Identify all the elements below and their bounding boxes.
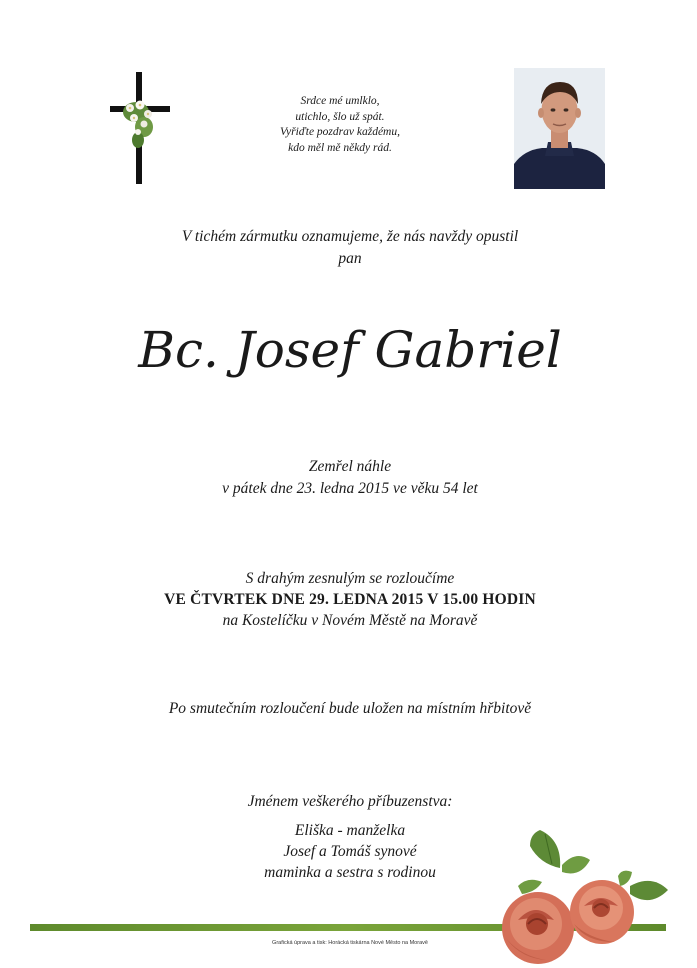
announcement-line: pan <box>338 250 362 267</box>
cross-with-flowers-icon <box>108 72 172 186</box>
farewell-intro: S drahým zesnulým se rozloučíme <box>245 570 455 587</box>
family-member: Eliška - manželka <box>294 822 406 839</box>
family-heading: Jménem veškerého příbuzenstva: <box>247 793 453 810</box>
announcement <box>80 226 620 270</box>
poem <box>250 94 430 156</box>
roses-icon <box>490 820 680 968</box>
farewell <box>60 568 640 631</box>
announcement-line: V tichém zármutku oznamujeme, že nás navždy opustil <box>181 228 519 245</box>
death-date: v pátek dne 23. ledna 2015 ve věku 54 let <box>222 480 478 497</box>
death-line: Zemřel náhle <box>308 458 392 475</box>
deceased-name <box>60 312 640 402</box>
portrait-photo <box>514 68 605 189</box>
farewell-datetime: VE ČTVRTEK DNE 29. LEDNA 2015 V 15.00 HODIN <box>164 591 536 608</box>
family-list <box>200 820 500 883</box>
farewell-place: na Kostelíčku v Novém Městě na Moravě <box>222 612 478 629</box>
family-member: maminka a sestra s rodinou <box>264 864 436 881</box>
poem-line: kdo měl mě někdy rád. <box>288 141 392 154</box>
poem-line: utichlo, šlo už spát. <box>295 110 385 123</box>
poem-line: Srdce mé umlklo, <box>300 95 380 107</box>
death-info <box>80 456 620 500</box>
poem-line: Vyřiďte pozdrav každému, <box>280 126 400 138</box>
deceased-name-text: Bc. Josef Gabriel <box>138 321 562 379</box>
family-member: Josef a Tomáš synové <box>283 843 417 860</box>
burial-note: Po smutečním rozloučení bude uložen na místním hřbitově <box>168 700 532 717</box>
printer-credit: Grafická úprava a tisk: Horácká tiskárna Nové Město na Moravě <box>272 940 428 946</box>
